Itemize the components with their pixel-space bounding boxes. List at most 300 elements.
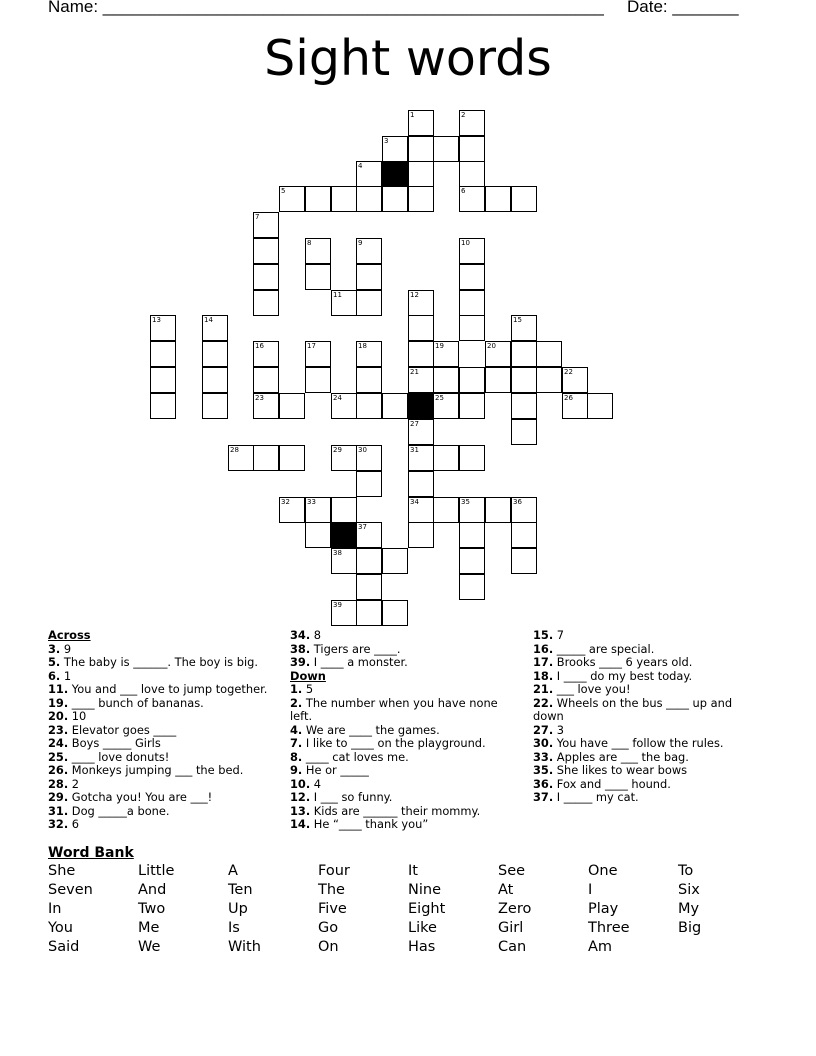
crossword-cell[interactable]: [408, 136, 434, 162]
clue-text: Boys _____ Girls: [68, 736, 161, 750]
clue: [290, 737, 520, 751]
cell-number: 35: [461, 498, 470, 506]
crossword-cell[interactable]: [459, 574, 485, 600]
crossword-cell[interactable]: [331, 290, 357, 316]
crossword-cell[interactable]: [356, 393, 382, 419]
clue-text: 2: [68, 776, 80, 791]
clue-number: 12.: [290, 790, 311, 804]
clue-text: Tigers are ____.: [310, 641, 401, 656]
crossword-cell[interactable]: [382, 136, 408, 162]
cell-number: 9: [358, 239, 363, 247]
clue-text: I ____ a monster.: [310, 655, 408, 669]
word-bank-word: On: [318, 939, 339, 955]
crossword-cell[interactable]: [356, 574, 382, 600]
clue-number: 10.: [290, 776, 311, 791]
crossword-cell[interactable]: [408, 341, 434, 367]
crossword-cell[interactable]: [485, 186, 511, 212]
clue-section-heading: Across: [48, 628, 91, 642]
clue-number: 30.: [533, 736, 554, 750]
word-bank-title: Word Bank: [48, 845, 134, 861]
crossword-cell[interactable]: [305, 341, 331, 367]
clue: [533, 791, 743, 805]
clue: [48, 710, 278, 724]
crossword-cell[interactable]: [408, 419, 434, 445]
crossword-cell[interactable]: [253, 367, 279, 393]
crossword-cell[interactable]: [511, 315, 537, 341]
clue-text: Fox and ____ hound.: [553, 776, 671, 791]
clue-number: 28.: [48, 776, 69, 791]
word-bank-word: We: [138, 939, 161, 955]
clue: [290, 656, 520, 670]
crossword-cell[interactable]: [382, 393, 408, 419]
clue-number: 1.: [290, 682, 303, 696]
cell-number: 22: [564, 368, 573, 376]
clue: [290, 764, 520, 778]
clue-number: 29.: [48, 790, 69, 804]
crossword-cell[interactable]: [459, 290, 485, 316]
crossword-cell[interactable]: [356, 600, 382, 626]
crossword-cell[interactable]: [382, 548, 408, 574]
crossword-cell[interactable]: [433, 393, 459, 419]
word-bank-word: With: [228, 939, 261, 955]
clue-number: 35.: [533, 763, 554, 777]
clue-number: 17.: [533, 655, 554, 669]
crossword-cell[interactable]: [433, 367, 459, 393]
clue-text: He “____ thank you”: [310, 817, 429, 831]
clue: [533, 737, 743, 751]
crossword-cell[interactable]: [511, 186, 537, 212]
clue: [290, 629, 520, 643]
cell-number: 16: [255, 342, 264, 350]
crossword-cell[interactable]: [485, 497, 511, 523]
cell-number: 26: [564, 394, 573, 402]
clue-text: Brooks ____ 6 years old.: [553, 655, 693, 669]
word-bank-word: And: [138, 882, 167, 898]
crossword-cell[interactable]: [511, 341, 537, 367]
cell-number: 8: [307, 239, 312, 247]
crossword-cell[interactable]: [356, 445, 382, 471]
word-bank-word: One: [588, 863, 618, 879]
cell-number: 1: [410, 111, 415, 119]
cell-number: 2: [461, 111, 466, 119]
crossword-cell[interactable]: [459, 522, 485, 548]
clue: [533, 764, 743, 778]
clue-number: 22.: [533, 695, 554, 710]
clue: [290, 697, 520, 724]
crossword-black-cell: [408, 393, 434, 419]
word-bank-word: My: [678, 901, 700, 917]
clue: [48, 724, 278, 738]
crossword-black-cell: [382, 161, 408, 187]
crossword-cell[interactable]: [356, 522, 382, 548]
crossword-cell[interactable]: [511, 367, 537, 393]
cell-number: 39: [333, 601, 342, 609]
cell-number: 33: [307, 498, 316, 506]
crossword-cell[interactable]: [279, 186, 305, 212]
crossword-cell[interactable]: [305, 497, 331, 523]
clue-text: I _____ my cat.: [553, 790, 639, 804]
crossword-cell[interactable]: [562, 367, 588, 393]
crossword-cell[interactable]: [511, 393, 537, 419]
cell-number: 6: [461, 187, 466, 195]
crossword-cell[interactable]: [408, 186, 434, 212]
clues-column-1: [48, 629, 278, 832]
word-bank-word: Is: [228, 920, 240, 936]
crossword-cell[interactable]: [408, 497, 434, 523]
word-bank-word: Go: [318, 920, 339, 936]
crossword-cell[interactable]: [150, 367, 176, 393]
crossword-cell[interactable]: [485, 367, 511, 393]
word-bank-word: Four: [318, 863, 350, 879]
cell-number: 11: [333, 291, 342, 299]
word-bank-word: Three: [588, 920, 630, 936]
crossword-cell[interactable]: [253, 212, 279, 238]
cell-number: 28: [230, 446, 239, 454]
clue: [290, 724, 520, 738]
crossword-cell[interactable]: [150, 315, 176, 341]
clue-text: Kids are ______ their mommy.: [310, 803, 481, 818]
crossword-cell[interactable]: [253, 264, 279, 290]
word-bank-word: Six: [678, 882, 700, 898]
clue-text: I ___ so funny.: [310, 790, 393, 804]
crossword-cell[interactable]: [459, 186, 485, 212]
word-bank-word: Nine: [408, 882, 441, 898]
crossword-cell[interactable]: [279, 393, 305, 419]
crossword-cell[interactable]: [459, 367, 485, 393]
crossword-cell[interactable]: [536, 367, 562, 393]
word-bank-word: See: [498, 863, 526, 879]
word-bank-word: Eight: [408, 901, 446, 917]
clue: [533, 697, 743, 724]
cell-number: 14: [204, 316, 213, 324]
word-bank-word: I: [588, 882, 593, 898]
crossword-cell[interactable]: [485, 341, 511, 367]
word-bank-word: Me: [138, 920, 160, 936]
crossword-cell[interactable]: [202, 315, 228, 341]
clue-number: 4.: [290, 722, 303, 737]
crossword-cell[interactable]: [511, 548, 537, 574]
cell-number: 20: [487, 342, 496, 350]
clue: [290, 751, 520, 765]
crossword-cell[interactable]: [562, 393, 588, 419]
crossword-cell[interactable]: [150, 341, 176, 367]
clue-text: The number when you have none left.: [290, 695, 498, 723]
word-bank-word: Said: [48, 939, 80, 955]
clue: [533, 643, 743, 657]
clue: [290, 818, 520, 832]
cell-number: 21: [410, 368, 419, 376]
crossword-cell[interactable]: [433, 136, 459, 162]
clue: [290, 778, 520, 792]
crossword-cell[interactable]: [228, 445, 254, 471]
crossword-cell[interactable]: [459, 548, 485, 574]
clue: [290, 683, 520, 697]
clue-text: We are ____ the games.: [302, 722, 440, 737]
clue: [48, 791, 278, 805]
clue: [48, 683, 278, 697]
clue: [533, 670, 743, 684]
crossword-cell[interactable]: [408, 290, 434, 316]
cell-number: 19: [435, 342, 444, 350]
crossword-cell[interactable]: [408, 161, 434, 187]
cell-number: 24: [333, 394, 342, 402]
crossword-cell[interactable]: [382, 600, 408, 626]
crossword-cell[interactable]: [459, 110, 485, 136]
crossword-cell[interactable]: [433, 497, 459, 523]
crossword-cell[interactable]: [331, 548, 357, 574]
clue-number: 16.: [533, 641, 554, 656]
clue: [48, 670, 278, 684]
clue-text: Wheels on the bus ____ up and down: [533, 695, 733, 723]
crossword-black-cell: [331, 522, 357, 548]
clue: [48, 656, 278, 670]
clue: [290, 805, 520, 819]
crossword-cell[interactable]: [305, 238, 331, 264]
crossword-cell[interactable]: [305, 522, 331, 548]
clues-column-2: [290, 629, 520, 832]
clue-text: You have ___ follow the rules.: [553, 736, 724, 750]
crossword-cell[interactable]: [511, 419, 537, 445]
clue-text: She likes to wear bows: [553, 763, 688, 777]
clue-text: Gotcha you! You are ___!: [68, 790, 213, 804]
crossword-cell[interactable]: [356, 471, 382, 497]
word-bank-word: Girl: [498, 920, 524, 936]
word-bank-word: The: [318, 882, 345, 898]
word-bank-word: Am: [588, 939, 613, 955]
crossword-cell[interactable]: [305, 264, 331, 290]
clue-number: 32.: [48, 817, 69, 831]
word-bank-word: She: [48, 863, 76, 879]
cell-number: 31: [410, 446, 419, 454]
clue-number: 34.: [290, 628, 311, 642]
crossword-cell[interactable]: [511, 497, 537, 523]
clue: [48, 643, 278, 657]
cell-number: 4: [358, 162, 363, 170]
clue: [48, 751, 278, 765]
clue-number: 5.: [48, 655, 61, 669]
clue-text: Monkeys jumping ___ the bed.: [68, 763, 244, 777]
crossword-cell[interactable]: [356, 238, 382, 264]
clue-text: 8: [310, 628, 322, 642]
cell-number: 27: [410, 420, 419, 428]
clue-number: 2.: [290, 695, 303, 710]
name-field-label[interactable]: Name: _____________________________________________________: [48, 0, 604, 16]
crossword-cell[interactable]: [305, 186, 331, 212]
crossword-cell[interactable]: [356, 264, 382, 290]
clue: [48, 805, 278, 819]
word-bank-word: You: [48, 920, 73, 936]
crossword-cell[interactable]: [459, 136, 485, 162]
page-title: Sight words: [264, 30, 552, 87]
cell-number: 23: [255, 394, 264, 402]
clue: [48, 778, 278, 792]
crossword-cell[interactable]: [356, 186, 382, 212]
crossword-cell[interactable]: [356, 367, 382, 393]
crossword-cell[interactable]: [253, 341, 279, 367]
clue-number: 36.: [533, 776, 554, 791]
clue-number: 37.: [533, 790, 554, 804]
clue-number: 15.: [533, 628, 554, 642]
clue-number: 7.: [290, 736, 303, 750]
crossword-cell[interactable]: [459, 238, 485, 264]
crossword-cell[interactable]: [433, 445, 459, 471]
cell-number: 15: [513, 316, 522, 324]
clue-number: 23.: [48, 722, 69, 737]
crossword-cell[interactable]: [331, 186, 357, 212]
word-bank-word: Zero: [498, 901, 532, 917]
crossword-cell[interactable]: [408, 471, 434, 497]
crossword-cell[interactable]: [331, 393, 357, 419]
word-bank-word: To: [678, 863, 694, 879]
clue: [533, 683, 743, 697]
clue-text: Dog _____a bone.: [68, 803, 170, 818]
cell-number: 37: [358, 523, 367, 531]
crossword-cell[interactable]: [433, 341, 459, 367]
crossword-cell[interactable]: [356, 341, 382, 367]
clue-number: 14.: [290, 817, 311, 831]
crossword-cell[interactable]: [356, 290, 382, 316]
word-bank-word: Ten: [228, 882, 253, 898]
word-bank-word: Play: [588, 901, 619, 917]
word-bank-word: Five: [318, 901, 347, 917]
clue-text: You and ___ love to jump together.: [68, 682, 268, 696]
crossword-cell[interactable]: [253, 445, 279, 471]
clue-text: I like to ____ on the playground.: [302, 736, 486, 750]
word-bank-word: Up: [228, 901, 248, 917]
cell-number: 29: [333, 446, 342, 454]
crossword-cell[interactable]: [356, 548, 382, 574]
word-bank-word: Has: [408, 939, 436, 955]
clue-text: Apples are ___ the bag.: [553, 749, 689, 764]
clue-text: 6: [68, 817, 80, 831]
crossword-cell[interactable]: [536, 341, 562, 367]
crossword-cell[interactable]: [331, 600, 357, 626]
crossword-cell[interactable]: [202, 341, 228, 367]
clue-text: 10: [68, 709, 87, 723]
crossword-cell[interactable]: [253, 393, 279, 419]
word-bank-word: Two: [138, 901, 166, 917]
cell-number: 34: [410, 498, 419, 506]
crossword-cell[interactable]: [253, 290, 279, 316]
word-bank-word: A: [228, 863, 238, 879]
word-bank-word: Seven: [48, 882, 93, 898]
crossword-cell[interactable]: [459, 445, 485, 471]
clue: [533, 629, 743, 643]
crossword-cell[interactable]: [253, 238, 279, 264]
clue-number: 11.: [48, 682, 69, 696]
crossword-cell[interactable]: [408, 367, 434, 393]
crossword-cell[interactable]: [279, 445, 305, 471]
clue-number: 38.: [290, 641, 311, 656]
crossword-cell[interactable]: [408, 110, 434, 136]
crossword-cell[interactable]: [459, 497, 485, 523]
clue: [533, 656, 743, 670]
crossword-cell[interactable]: [331, 445, 357, 471]
clue-number: 24.: [48, 736, 69, 750]
cell-number: 3: [384, 137, 389, 145]
clue-text: I ____ do my best today.: [553, 668, 693, 683]
crossword-cell[interactable]: [408, 315, 434, 341]
clue: [48, 818, 278, 832]
clue: [533, 778, 743, 792]
crossword-cell[interactable]: [150, 393, 176, 419]
crossword-cell[interactable]: [202, 393, 228, 419]
clue-text: ____ cat loves me.: [302, 749, 409, 764]
crossword-cell[interactable]: [356, 161, 382, 187]
crossword-cell[interactable]: [202, 367, 228, 393]
crossword-cell[interactable]: [408, 522, 434, 548]
word-bank-word: In: [48, 901, 62, 917]
cell-number: 17: [307, 342, 316, 350]
clue-number: 27.: [533, 722, 554, 737]
clue-section-heading: Down: [290, 668, 326, 683]
clue-number: 21.: [533, 682, 554, 696]
clue-text: 9: [60, 641, 72, 656]
crossword-cell[interactable]: [279, 497, 305, 523]
clue-number: 25.: [48, 749, 69, 764]
clue-text: _____ are special.: [553, 641, 655, 656]
word-bank-word: Little: [138, 863, 175, 879]
clue: [48, 697, 278, 711]
crossword-cell[interactable]: [459, 161, 485, 187]
clue: [48, 764, 278, 778]
clue-text: ____ bunch of bananas.: [68, 695, 204, 710]
clue: [533, 751, 743, 765]
crossword-cell[interactable]: [408, 445, 434, 471]
clue-text: The baby is ______. The boy is big.: [60, 655, 258, 669]
crossword-cell[interactable]: [459, 315, 485, 341]
clue-number: 39.: [290, 655, 311, 669]
crossword-cell[interactable]: [382, 186, 408, 212]
cell-number: 5: [281, 187, 286, 195]
crossword-cell[interactable]: [587, 393, 613, 419]
crossword-cell[interactable]: [305, 367, 331, 393]
crossword-cell[interactable]: [331, 497, 357, 523]
clue-text: He or _____: [302, 763, 369, 777]
date-field-label[interactable]: Date: _______: [627, 0, 739, 16]
cell-number: 25: [435, 394, 444, 402]
clue-number: 6.: [48, 668, 61, 683]
clue-number: 31.: [48, 803, 69, 818]
cell-number: 13: [152, 316, 161, 324]
clue-text: 4: [310, 776, 322, 791]
cell-number: 12: [410, 291, 419, 299]
cell-number: 18: [358, 342, 367, 350]
clue-text: 5: [302, 682, 314, 696]
word-bank-word: Like: [408, 920, 437, 936]
clue-text: 3: [553, 722, 565, 737]
crossword-cell[interactable]: [459, 393, 485, 419]
clue: [290, 791, 520, 805]
cell-number: 10: [461, 239, 470, 247]
crossword-cell[interactable]: [459, 264, 485, 290]
clue-number: 26.: [48, 763, 69, 777]
clue-number: 8.: [290, 749, 303, 764]
crossword-cell[interactable]: [511, 522, 537, 548]
word-bank-word: Big: [678, 920, 702, 936]
clue: [533, 724, 743, 738]
cell-number: 7: [255, 213, 260, 221]
clues-column-3: [533, 629, 743, 805]
cell-number: 32: [281, 498, 290, 506]
clue: [290, 643, 520, 657]
cell-number: 30: [358, 446, 367, 454]
clue-text: Elevator goes ____: [68, 722, 177, 737]
clue: [48, 737, 278, 751]
word-bank-word: At: [498, 882, 514, 898]
clue-number: 33.: [533, 749, 554, 764]
clue-text: 1: [60, 668, 72, 683]
